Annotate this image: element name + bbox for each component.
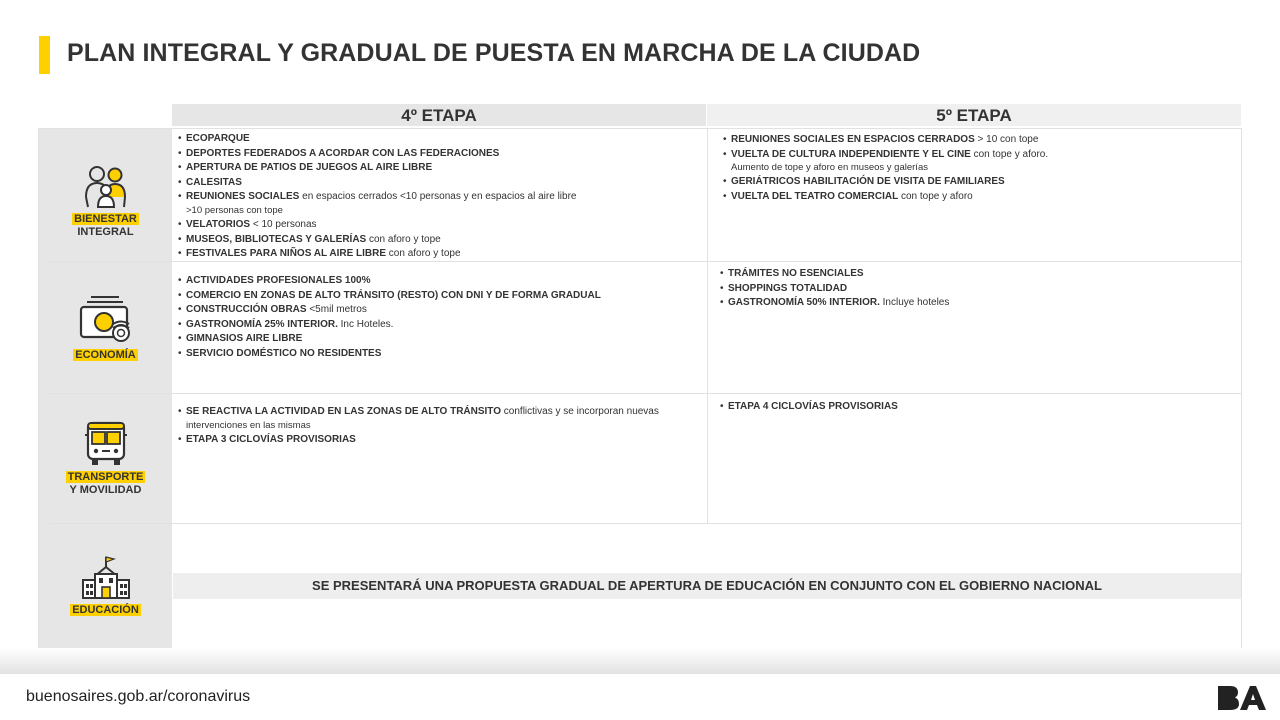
bienestar-stage4-cell [178, 132, 708, 262]
item-bold-text: CALESITAS [186, 176, 242, 188]
list-item [178, 274, 708, 289]
item-bold-text: ACTIVIDADES PROFESIONALES 100% [186, 275, 371, 286]
footer-url-link[interactable]: buenosaires.gob.ar/coronavirus [26, 688, 251, 705]
item-bold-text: GASTRONOMÍA 50% INTERIOR. [728, 297, 880, 309]
ba-logo-icon [1216, 684, 1268, 712]
family-icon [82, 163, 130, 209]
list-item [178, 147, 708, 162]
category-economia [39, 295, 172, 362]
list-item [723, 148, 1223, 174]
list-item [178, 332, 708, 347]
category-educacion [39, 556, 172, 617]
item-bold-text: VUELTA DE CULTURA INDEPENDIENTE Y EL CINE [731, 148, 971, 160]
category-label-highlight: TRANSPORTE [67, 471, 144, 483]
item-bold-text: ETAPA 3 CICLOVÍAS PROVISORIAS [186, 433, 356, 445]
item-bold-text: SHOPPINGS TOTALIDAD [728, 282, 848, 294]
bus-icon [84, 421, 128, 467]
item-bold-text: COMERCIO EN ZONAS DE ALTO TRÁNSITO (RESTO) CON DNI Y DE FORMA GRADUAL [186, 289, 601, 301]
list-item [178, 176, 708, 191]
economia-stage5-cell [720, 267, 1220, 311]
item-text: Incluye hoteles [879, 297, 950, 309]
item-text: Inc Hoteles. [337, 318, 394, 330]
page-title: PLAN INTEGRAL Y GRADUAL DE PUESTA EN MARCHA DE LA CIUDAD [67, 39, 921, 67]
item-text: < 10 personas [250, 218, 317, 230]
item-bold-text: SERVICIO DOMÉSTICO NO RESIDENTES [186, 347, 382, 359]
item-text: con aforo y tope [386, 248, 461, 260]
category-label: Y MOVILIDAD [69, 484, 142, 496]
list-item [723, 190, 1223, 205]
money-coins-icon [79, 295, 133, 345]
item-bold-text: CONSTRUCCIÓN OBRAS [186, 304, 307, 316]
list-item [178, 433, 708, 448]
list-item [178, 405, 708, 431]
stage-4-header: 4º ETAPA [172, 104, 706, 126]
list-item [723, 133, 1223, 148]
list-item [178, 318, 708, 333]
item-bold-text: TRÁMITES NO ESENCIALES [728, 268, 864, 279]
item-bold-text: ETAPA 4 CICLOVÍAS PROVISORIAS [728, 401, 898, 412]
item-bold-text: GIMNASIOS AIRE LIBRE [186, 333, 303, 345]
list-item [720, 296, 1220, 311]
item-bold-text: VELATORIOS [186, 218, 251, 230]
category-label-highlight: BIENESTAR [74, 213, 137, 225]
list-item [720, 267, 1220, 282]
list-item [178, 289, 708, 304]
item-text: con tope y aforo [898, 190, 973, 202]
list-item [178, 233, 708, 248]
economia-stage4-cell [178, 274, 708, 362]
item-bold-text: VUELTA DEL TEATRO COMERCIAL [731, 190, 899, 202]
list-item [720, 400, 1220, 415]
row-divider [49, 393, 1241, 394]
item-text: > 10 con tope [974, 134, 1039, 145]
list-item [723, 175, 1223, 190]
item-text: en espacios cerrados <10 personas y en espacios al aire libre [299, 191, 577, 203]
row-divider [49, 523, 1241, 524]
stages-table [38, 128, 1242, 649]
list-item [178, 247, 708, 262]
item-bold-text: REUNIONES SOCIALES EN ESPACIOS CERRADOS [731, 134, 975, 145]
list-item [178, 303, 708, 318]
category-bienestar [39, 163, 172, 239]
item-bold-text: FESTIVALES PARA NIÑOS AL AIRE LIBRE [186, 248, 387, 260]
list-item [178, 132, 708, 147]
item-text: conflictivas y se incorporan nuevas [501, 406, 659, 417]
item-bold-text: MUSEOS, BIBLIOTECAS Y GALERÍAS [186, 233, 367, 245]
item-bold-text: DEPORTES FEDERADOS A ACORDAR CON LAS FEDERACIONES [186, 147, 500, 159]
item-text: con tope y aforo. [970, 148, 1049, 160]
item-bold-text: ECOPARQUE [186, 133, 250, 144]
item-bold-text: GASTRONOMÍA 25% INTERIOR. [186, 318, 338, 330]
item-subtext: Aumento de tope y aforo en museos y galerías [731, 162, 928, 174]
category-label: INTEGRAL [77, 226, 134, 238]
item-bold-text: APERTURA DE PATIOS DE JUEGOS AL AIRE LIBRE [186, 162, 433, 174]
list-item [178, 190, 708, 216]
category-transporte [39, 421, 172, 497]
item-text: con aforo y tope [366, 233, 441, 245]
list-item [178, 218, 708, 233]
item-bold-text: REUNIONES SOCIALES [186, 191, 300, 203]
list-item [178, 161, 708, 176]
category-label-highlight: EDUCACIÓN [72, 604, 139, 616]
transporte-stage4-cell [178, 405, 708, 447]
title-accent-bar [39, 36, 50, 74]
list-item [720, 282, 1220, 297]
item-bold-text: GERIÁTRICOS HABILITACIÓN DE VISITA DE FAMILIARES [731, 176, 1005, 188]
list-item [178, 347, 708, 362]
item-text: <5mil metros [306, 304, 367, 316]
school-building-icon [81, 556, 131, 600]
item-subtext: >10 personas con tope [186, 204, 283, 216]
stage-5-header: 5º ETAPA [707, 104, 1241, 126]
item-bold-text: SE REACTIVA LA ACTIVIDAD EN LAS ZONAS DE ALTO TRÁNSITO [186, 406, 502, 417]
category-label-highlight: ECONOMÍA [75, 349, 136, 361]
bienestar-stage5-cell [723, 133, 1223, 204]
transporte-stage5-cell [720, 400, 1220, 415]
footer-gradient [0, 648, 1280, 674]
item-subtext: intervenciones en las mismas [186, 419, 311, 431]
educacion-announcement: SE PRESENTARÁ UNA PROPUESTA GRADUAL DE APERTURA DE EDUCACIÓN EN CONJUNTO CON EL GOBIERNO NACIONAL [173, 573, 1241, 599]
